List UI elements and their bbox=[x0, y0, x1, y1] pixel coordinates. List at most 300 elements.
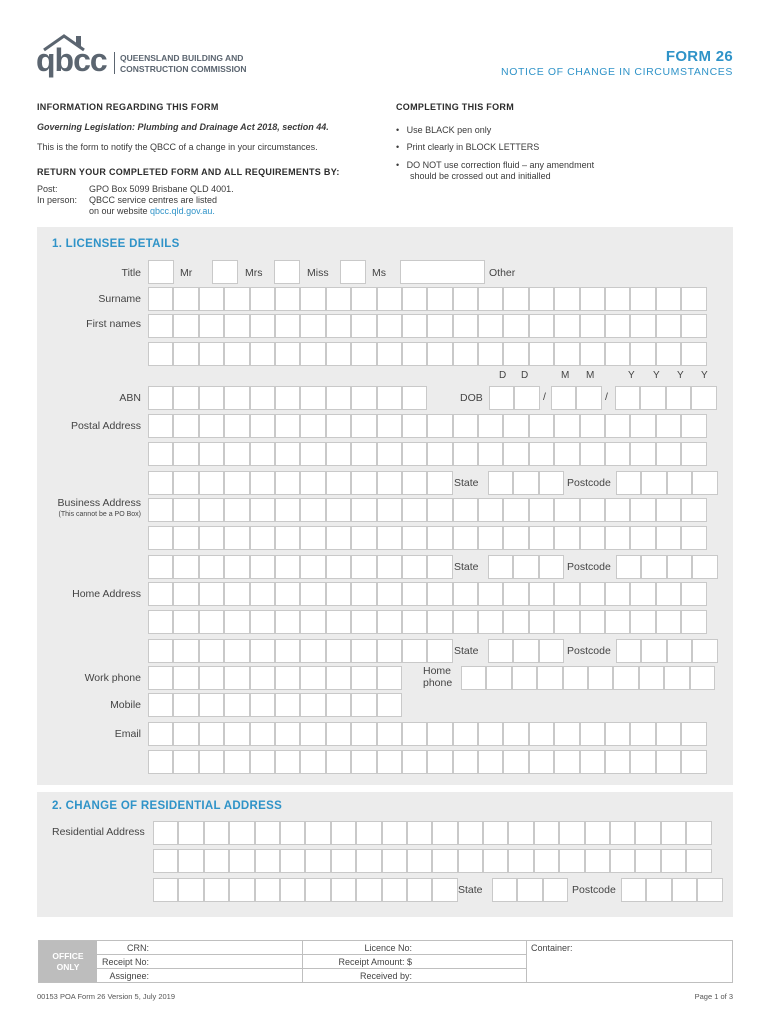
char-cell[interactable] bbox=[173, 314, 198, 338]
char-cell[interactable] bbox=[585, 821, 610, 845]
char-cell[interactable] bbox=[427, 555, 452, 579]
char-cell[interactable] bbox=[326, 666, 351, 690]
char-cell[interactable] bbox=[402, 386, 427, 410]
char-cell[interactable] bbox=[382, 878, 407, 902]
char-cell[interactable] bbox=[224, 471, 249, 495]
char-cell[interactable] bbox=[250, 750, 275, 774]
char-cell[interactable] bbox=[630, 610, 655, 634]
char-cell[interactable] bbox=[326, 639, 351, 663]
char-cell[interactable] bbox=[503, 342, 528, 366]
char-cell[interactable] bbox=[605, 722, 630, 746]
char-cell[interactable] bbox=[331, 849, 356, 873]
char-cell[interactable] bbox=[250, 722, 275, 746]
char-cell[interactable] bbox=[377, 639, 402, 663]
char-cell[interactable] bbox=[610, 849, 635, 873]
char-cell[interactable] bbox=[300, 750, 325, 774]
char-cell[interactable] bbox=[667, 555, 692, 579]
char-cell[interactable] bbox=[605, 442, 630, 466]
char-cell[interactable] bbox=[377, 498, 402, 522]
first-names-input-cells[interactable] bbox=[148, 314, 707, 338]
char-cell[interactable] bbox=[148, 471, 173, 495]
char-cell[interactable] bbox=[517, 878, 542, 902]
char-cell[interactable] bbox=[178, 878, 203, 902]
char-cell[interactable] bbox=[514, 386, 539, 410]
char-cell[interactable] bbox=[453, 314, 478, 338]
char-cell[interactable] bbox=[432, 849, 457, 873]
char-cell[interactable] bbox=[639, 666, 664, 690]
char-cell[interactable] bbox=[377, 610, 402, 634]
surname-input-cells[interactable] bbox=[148, 287, 707, 311]
residential-state-cells[interactable] bbox=[492, 878, 568, 902]
char-cell[interactable] bbox=[351, 750, 376, 774]
char-cell[interactable] bbox=[351, 314, 376, 338]
char-cell[interactable] bbox=[250, 287, 275, 311]
title-ms-checkbox[interactable] bbox=[340, 260, 366, 284]
char-cell[interactable] bbox=[148, 555, 173, 579]
char-cell[interactable] bbox=[580, 414, 605, 438]
residential-address-cells-1[interactable] bbox=[153, 821, 712, 845]
char-cell[interactable] bbox=[559, 821, 584, 845]
char-cell[interactable] bbox=[377, 526, 402, 550]
char-cell[interactable] bbox=[377, 471, 402, 495]
char-cell[interactable] bbox=[229, 878, 254, 902]
dob-month-cells[interactable] bbox=[551, 386, 602, 410]
char-cell[interactable] bbox=[478, 722, 503, 746]
char-cell[interactable] bbox=[250, 693, 275, 717]
char-cell[interactable] bbox=[300, 498, 325, 522]
char-cell[interactable] bbox=[199, 526, 224, 550]
char-cell[interactable] bbox=[178, 849, 203, 873]
char-cell[interactable] bbox=[275, 498, 300, 522]
char-cell[interactable] bbox=[529, 526, 554, 550]
char-cell[interactable] bbox=[635, 821, 660, 845]
char-cell[interactable] bbox=[148, 287, 173, 311]
char-cell[interactable] bbox=[250, 386, 275, 410]
char-cell[interactable] bbox=[478, 314, 503, 338]
char-cell[interactable] bbox=[199, 498, 224, 522]
char-cell[interactable] bbox=[300, 555, 325, 579]
char-cell[interactable] bbox=[351, 693, 376, 717]
char-cell[interactable] bbox=[250, 639, 275, 663]
char-cell[interactable] bbox=[402, 314, 427, 338]
char-cell[interactable] bbox=[402, 498, 427, 522]
char-cell[interactable] bbox=[691, 386, 716, 410]
char-cell[interactable] bbox=[351, 555, 376, 579]
char-cell[interactable] bbox=[300, 442, 325, 466]
char-cell[interactable] bbox=[300, 693, 325, 717]
char-cell[interactable] bbox=[656, 287, 681, 311]
char-cell[interactable] bbox=[275, 582, 300, 606]
char-cell[interactable] bbox=[377, 442, 402, 466]
char-cell[interactable] bbox=[588, 666, 613, 690]
char-cell[interactable] bbox=[402, 639, 427, 663]
char-cell[interactable] bbox=[300, 582, 325, 606]
char-cell[interactable] bbox=[224, 498, 249, 522]
char-cell[interactable] bbox=[580, 582, 605, 606]
abn-input-cells[interactable] bbox=[148, 386, 427, 410]
char-cell[interactable] bbox=[351, 471, 376, 495]
char-cell[interactable] bbox=[148, 442, 173, 466]
title-miss-checkbox[interactable] bbox=[274, 260, 300, 284]
char-cell[interactable] bbox=[605, 750, 630, 774]
char-cell[interactable] bbox=[199, 555, 224, 579]
char-cell[interactable] bbox=[377, 342, 402, 366]
char-cell[interactable] bbox=[351, 722, 376, 746]
char-cell[interactable] bbox=[576, 386, 601, 410]
char-cell[interactable] bbox=[478, 750, 503, 774]
char-cell[interactable] bbox=[613, 666, 638, 690]
char-cell[interactable] bbox=[427, 442, 452, 466]
char-cell[interactable] bbox=[681, 526, 706, 550]
char-cell[interactable] bbox=[377, 314, 402, 338]
char-cell[interactable] bbox=[580, 722, 605, 746]
char-cell[interactable] bbox=[656, 498, 681, 522]
char-cell[interactable] bbox=[681, 414, 706, 438]
char-cell[interactable] bbox=[199, 471, 224, 495]
char-cell[interactable] bbox=[280, 849, 305, 873]
char-cell[interactable] bbox=[255, 821, 280, 845]
char-cell[interactable] bbox=[529, 610, 554, 634]
char-cell[interactable] bbox=[492, 878, 517, 902]
char-cell[interactable] bbox=[173, 750, 198, 774]
char-cell[interactable] bbox=[326, 386, 351, 410]
char-cell[interactable] bbox=[199, 442, 224, 466]
char-cell[interactable] bbox=[377, 582, 402, 606]
first-names-input-cells-2[interactable] bbox=[148, 342, 707, 366]
char-cell[interactable] bbox=[630, 287, 655, 311]
char-cell[interactable] bbox=[402, 442, 427, 466]
char-cell[interactable] bbox=[173, 526, 198, 550]
char-cell[interactable] bbox=[513, 555, 538, 579]
char-cell[interactable] bbox=[402, 414, 427, 438]
char-cell[interactable] bbox=[483, 821, 508, 845]
char-cell[interactable] bbox=[554, 722, 579, 746]
char-cell[interactable] bbox=[275, 287, 300, 311]
char-cell[interactable] bbox=[513, 471, 538, 495]
char-cell[interactable] bbox=[305, 849, 330, 873]
char-cell[interactable] bbox=[224, 750, 249, 774]
char-cell[interactable] bbox=[453, 722, 478, 746]
char-cell[interactable] bbox=[173, 498, 198, 522]
char-cell[interactable] bbox=[402, 610, 427, 634]
char-cell[interactable] bbox=[275, 666, 300, 690]
char-cell[interactable] bbox=[529, 314, 554, 338]
char-cell[interactable] bbox=[453, 582, 478, 606]
char-cell[interactable] bbox=[351, 666, 376, 690]
char-cell[interactable] bbox=[681, 498, 706, 522]
char-cell[interactable] bbox=[224, 666, 249, 690]
char-cell[interactable] bbox=[199, 666, 224, 690]
char-cell[interactable] bbox=[356, 878, 381, 902]
char-cell[interactable] bbox=[326, 442, 351, 466]
char-cell[interactable] bbox=[427, 610, 452, 634]
char-cell[interactable] bbox=[199, 750, 224, 774]
char-cell[interactable] bbox=[326, 750, 351, 774]
char-cell[interactable] bbox=[453, 287, 478, 311]
home-address-cells-3[interactable] bbox=[148, 639, 453, 663]
char-cell[interactable] bbox=[656, 526, 681, 550]
postal-address-cells-3[interactable] bbox=[148, 471, 453, 495]
char-cell[interactable] bbox=[554, 414, 579, 438]
char-cell[interactable] bbox=[667, 639, 692, 663]
char-cell[interactable] bbox=[692, 471, 717, 495]
char-cell[interactable] bbox=[351, 582, 376, 606]
char-cell[interactable] bbox=[681, 287, 706, 311]
char-cell[interactable] bbox=[534, 821, 559, 845]
char-cell[interactable] bbox=[148, 414, 173, 438]
char-cell[interactable] bbox=[681, 342, 706, 366]
char-cell[interactable] bbox=[402, 582, 427, 606]
char-cell[interactable] bbox=[326, 722, 351, 746]
char-cell[interactable] bbox=[605, 342, 630, 366]
char-cell[interactable] bbox=[173, 639, 198, 663]
char-cell[interactable] bbox=[148, 526, 173, 550]
char-cell[interactable] bbox=[300, 526, 325, 550]
char-cell[interactable] bbox=[666, 386, 691, 410]
char-cell[interactable] bbox=[580, 287, 605, 311]
char-cell[interactable] bbox=[529, 414, 554, 438]
char-cell[interactable] bbox=[453, 526, 478, 550]
char-cell[interactable] bbox=[580, 342, 605, 366]
char-cell[interactable] bbox=[224, 693, 249, 717]
char-cell[interactable] bbox=[300, 471, 325, 495]
char-cell[interactable] bbox=[204, 878, 229, 902]
char-cell[interactable] bbox=[377, 287, 402, 311]
char-cell[interactable] bbox=[656, 750, 681, 774]
postal-state-cells[interactable] bbox=[488, 471, 564, 495]
char-cell[interactable] bbox=[554, 287, 579, 311]
char-cell[interactable] bbox=[326, 287, 351, 311]
char-cell[interactable] bbox=[275, 442, 300, 466]
char-cell[interactable] bbox=[621, 878, 646, 902]
char-cell[interactable] bbox=[326, 526, 351, 550]
char-cell[interactable] bbox=[656, 414, 681, 438]
char-cell[interactable] bbox=[478, 610, 503, 634]
char-cell[interactable] bbox=[488, 639, 513, 663]
char-cell[interactable] bbox=[681, 750, 706, 774]
char-cell[interactable] bbox=[173, 342, 198, 366]
postal-address-cells-1[interactable] bbox=[148, 414, 707, 438]
home-phone-cells[interactable] bbox=[461, 666, 715, 690]
char-cell[interactable] bbox=[605, 314, 630, 338]
char-cell[interactable] bbox=[585, 849, 610, 873]
char-cell[interactable] bbox=[351, 526, 376, 550]
char-cell[interactable] bbox=[275, 610, 300, 634]
char-cell[interactable] bbox=[478, 342, 503, 366]
char-cell[interactable] bbox=[427, 639, 452, 663]
char-cell[interactable] bbox=[681, 582, 706, 606]
char-cell[interactable] bbox=[402, 722, 427, 746]
char-cell[interactable] bbox=[275, 386, 300, 410]
char-cell[interactable] bbox=[351, 414, 376, 438]
char-cell[interactable] bbox=[512, 666, 537, 690]
char-cell[interactable] bbox=[300, 639, 325, 663]
char-cell[interactable] bbox=[250, 471, 275, 495]
char-cell[interactable] bbox=[529, 750, 554, 774]
char-cell[interactable] bbox=[427, 750, 452, 774]
char-cell[interactable] bbox=[672, 878, 697, 902]
char-cell[interactable] bbox=[351, 442, 376, 466]
mobile-cells[interactable] bbox=[148, 693, 402, 717]
char-cell[interactable] bbox=[224, 582, 249, 606]
char-cell[interactable] bbox=[275, 342, 300, 366]
residential-address-cells-3[interactable] bbox=[153, 878, 458, 902]
char-cell[interactable] bbox=[250, 342, 275, 366]
char-cell[interactable] bbox=[503, 442, 528, 466]
char-cell[interactable] bbox=[250, 526, 275, 550]
char-cell[interactable] bbox=[427, 314, 452, 338]
char-cell[interactable] bbox=[356, 849, 381, 873]
char-cell[interactable] bbox=[630, 722, 655, 746]
char-cell[interactable] bbox=[382, 821, 407, 845]
char-cell[interactable] bbox=[616, 639, 641, 663]
char-cell[interactable] bbox=[250, 666, 275, 690]
char-cell[interactable] bbox=[199, 314, 224, 338]
char-cell[interactable] bbox=[305, 821, 330, 845]
dob-year-cells[interactable] bbox=[615, 386, 717, 410]
char-cell[interactable] bbox=[250, 555, 275, 579]
char-cell[interactable] bbox=[199, 639, 224, 663]
char-cell[interactable] bbox=[656, 582, 681, 606]
char-cell[interactable] bbox=[427, 287, 452, 311]
char-cell[interactable] bbox=[351, 610, 376, 634]
char-cell[interactable] bbox=[630, 526, 655, 550]
char-cell[interactable] bbox=[377, 555, 402, 579]
char-cell[interactable] bbox=[300, 414, 325, 438]
title-mr-checkbox[interactable] bbox=[148, 260, 174, 284]
char-cell[interactable] bbox=[539, 639, 564, 663]
char-cell[interactable] bbox=[427, 342, 452, 366]
char-cell[interactable] bbox=[529, 498, 554, 522]
char-cell[interactable] bbox=[148, 722, 173, 746]
char-cell[interactable] bbox=[656, 342, 681, 366]
char-cell[interactable] bbox=[641, 639, 666, 663]
char-cell[interactable] bbox=[427, 414, 452, 438]
char-cell[interactable] bbox=[453, 342, 478, 366]
char-cell[interactable] bbox=[148, 750, 173, 774]
char-cell[interactable] bbox=[630, 582, 655, 606]
char-cell[interactable] bbox=[554, 750, 579, 774]
char-cell[interactable] bbox=[580, 442, 605, 466]
char-cell[interactable] bbox=[656, 610, 681, 634]
char-cell[interactable] bbox=[326, 555, 351, 579]
char-cell[interactable] bbox=[453, 442, 478, 466]
char-cell[interactable] bbox=[275, 414, 300, 438]
char-cell[interactable] bbox=[503, 722, 528, 746]
char-cell[interactable] bbox=[173, 610, 198, 634]
char-cell[interactable] bbox=[153, 821, 178, 845]
char-cell[interactable] bbox=[199, 386, 224, 410]
char-cell[interactable] bbox=[554, 582, 579, 606]
residential-postcode-cells[interactable] bbox=[621, 878, 723, 902]
char-cell[interactable] bbox=[630, 414, 655, 438]
char-cell[interactable] bbox=[461, 666, 486, 690]
char-cell[interactable] bbox=[453, 414, 478, 438]
char-cell[interactable] bbox=[640, 386, 665, 410]
char-cell[interactable] bbox=[300, 610, 325, 634]
char-cell[interactable] bbox=[255, 878, 280, 902]
char-cell[interactable] bbox=[250, 314, 275, 338]
char-cell[interactable] bbox=[539, 471, 564, 495]
char-cell[interactable] bbox=[199, 414, 224, 438]
char-cell[interactable] bbox=[402, 342, 427, 366]
char-cell[interactable] bbox=[563, 666, 588, 690]
postal-address-cells-2[interactable] bbox=[148, 442, 707, 466]
char-cell[interactable] bbox=[661, 849, 686, 873]
char-cell[interactable] bbox=[503, 498, 528, 522]
char-cell[interactable] bbox=[224, 555, 249, 579]
dob-day-cells[interactable] bbox=[489, 386, 540, 410]
char-cell[interactable] bbox=[489, 386, 514, 410]
char-cell[interactable] bbox=[224, 722, 249, 746]
char-cell[interactable] bbox=[692, 555, 717, 579]
char-cell[interactable] bbox=[229, 849, 254, 873]
char-cell[interactable] bbox=[148, 610, 173, 634]
char-cell[interactable] bbox=[616, 471, 641, 495]
char-cell[interactable] bbox=[503, 314, 528, 338]
char-cell[interactable] bbox=[478, 498, 503, 522]
char-cell[interactable] bbox=[630, 442, 655, 466]
char-cell[interactable] bbox=[686, 849, 711, 873]
char-cell[interactable] bbox=[503, 610, 528, 634]
char-cell[interactable] bbox=[326, 414, 351, 438]
char-cell[interactable] bbox=[407, 878, 432, 902]
char-cell[interactable] bbox=[630, 498, 655, 522]
char-cell[interactable] bbox=[402, 526, 427, 550]
char-cell[interactable] bbox=[351, 287, 376, 311]
postal-postcode-cells[interactable] bbox=[616, 471, 718, 495]
char-cell[interactable] bbox=[275, 693, 300, 717]
home-address-cells-1[interactable] bbox=[148, 582, 707, 606]
char-cell[interactable] bbox=[630, 750, 655, 774]
residential-address-cells-2[interactable] bbox=[153, 849, 712, 873]
char-cell[interactable] bbox=[513, 639, 538, 663]
char-cell[interactable] bbox=[275, 555, 300, 579]
char-cell[interactable] bbox=[605, 610, 630, 634]
char-cell[interactable] bbox=[641, 471, 666, 495]
char-cell[interactable] bbox=[199, 722, 224, 746]
business-address-cells-2[interactable] bbox=[148, 526, 707, 550]
email-cells-1[interactable] bbox=[148, 722, 707, 746]
char-cell[interactable] bbox=[148, 639, 173, 663]
char-cell[interactable] bbox=[656, 314, 681, 338]
char-cell[interactable] bbox=[478, 414, 503, 438]
char-cell[interactable] bbox=[646, 878, 671, 902]
char-cell[interactable] bbox=[326, 498, 351, 522]
char-cell[interactable] bbox=[630, 314, 655, 338]
home-postcode-cells[interactable] bbox=[616, 639, 718, 663]
char-cell[interactable] bbox=[664, 666, 689, 690]
char-cell[interactable] bbox=[686, 821, 711, 845]
char-cell[interactable] bbox=[605, 414, 630, 438]
char-cell[interactable] bbox=[224, 442, 249, 466]
char-cell[interactable] bbox=[427, 471, 452, 495]
char-cell[interactable] bbox=[580, 750, 605, 774]
char-cell[interactable] bbox=[326, 610, 351, 634]
char-cell[interactable] bbox=[580, 498, 605, 522]
char-cell[interactable] bbox=[199, 582, 224, 606]
char-cell[interactable] bbox=[508, 821, 533, 845]
char-cell[interactable] bbox=[326, 693, 351, 717]
business-postcode-cells[interactable] bbox=[616, 555, 718, 579]
char-cell[interactable] bbox=[351, 386, 376, 410]
char-cell[interactable] bbox=[529, 582, 554, 606]
char-cell[interactable] bbox=[250, 610, 275, 634]
char-cell[interactable] bbox=[224, 414, 249, 438]
char-cell[interactable] bbox=[554, 610, 579, 634]
char-cell[interactable] bbox=[681, 442, 706, 466]
char-cell[interactable] bbox=[199, 610, 224, 634]
